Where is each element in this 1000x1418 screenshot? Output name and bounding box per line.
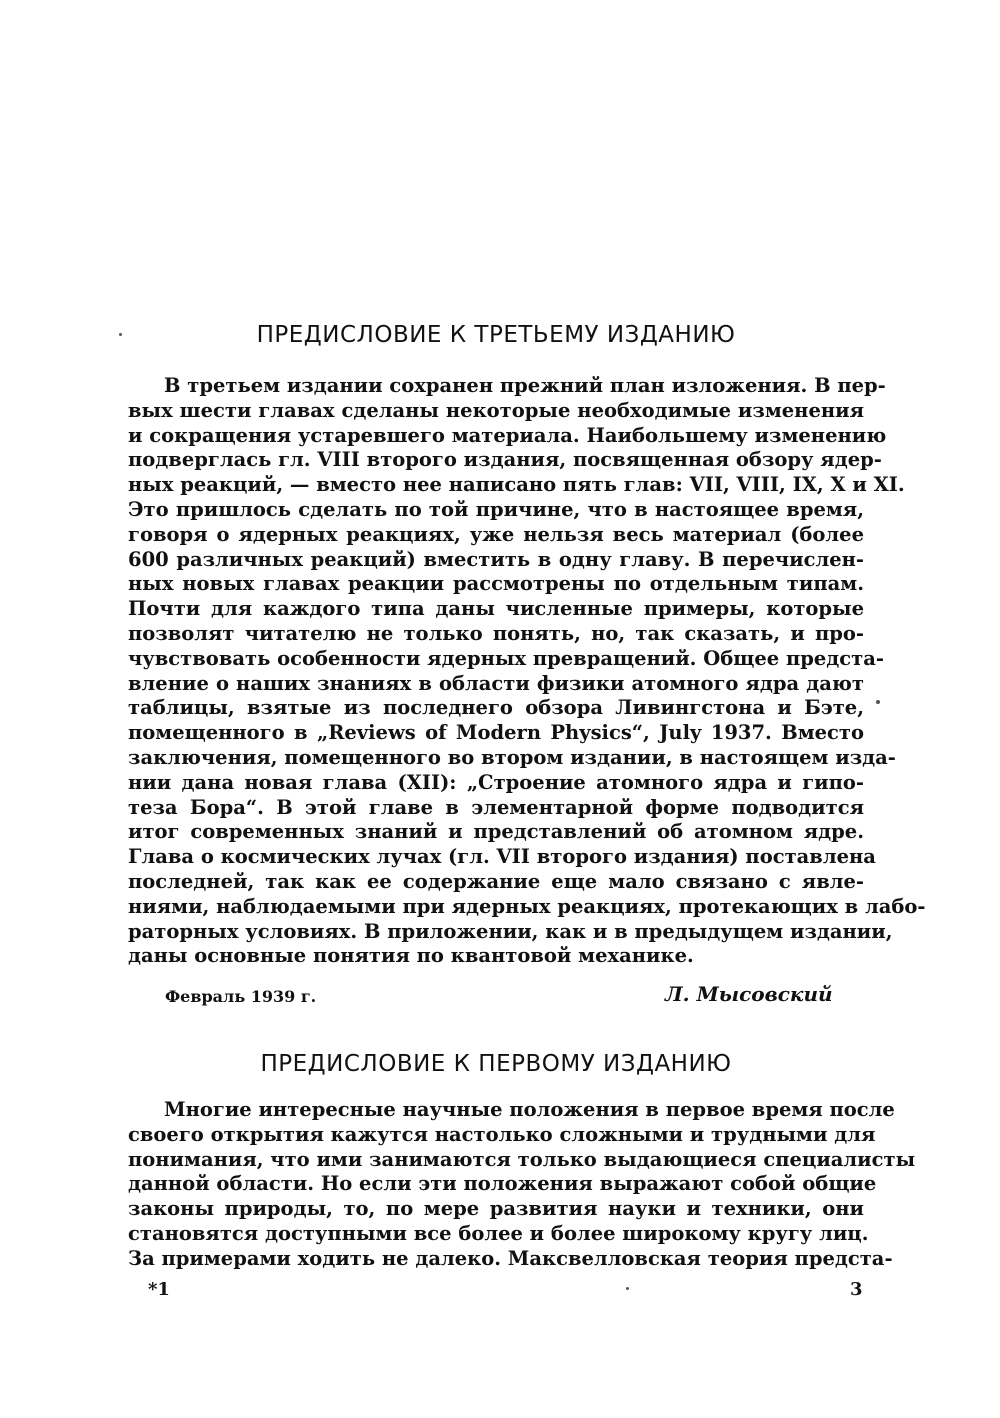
text-line: теза Бора“. В этой главе в элементарной форме подводится — [128, 795, 864, 819]
text-line: Многие интересные научные положения в первое время после — [164, 1098, 895, 1121]
signature-mark: *1 — [148, 1279, 170, 1300]
text-line: Почти для каждого типа даны численные примеры, которые — [128, 597, 864, 621]
text-line: говоря о ядерных реакциях, уже нельзя весь материал (более — [128, 522, 864, 546]
preface-third-body — [128, 374, 926, 969]
text-line: ных реакций, — вместо нее написано пять глав: VII, VIII, IX, X и XI. — [128, 473, 905, 497]
text-line: и сокращения устаревшего материала. Наибольшему изменению — [128, 423, 887, 447]
text-line: своего открытия кажутся настолько сложными и трудными для — [128, 1122, 876, 1146]
text-line: раторных условиях. В приложении, как и в предыдущем издании, — [128, 919, 893, 943]
text-line: подверглась гл. VIII второго издания, посвященная обзору ядер- — [128, 448, 882, 472]
text-line: нии дана новая глава (XII): „Строение атомного ядра и гипо- — [128, 770, 864, 794]
text-line: позволят читателю не только понять, но, так сказать, и про- — [128, 621, 864, 645]
text-line: В третьем издании сохранен прежний план изложения. В пер- — [164, 374, 886, 397]
text-line: вых шести главах сделаны некоторые необходимые изменения — [128, 398, 864, 422]
text-line: последней, так как ее содержание еще мало связано с явле- — [128, 869, 864, 893]
text-line: Глава о космических лучах (гл. VII второго издания) поставлена — [128, 845, 876, 869]
text-line: заключения, помещенного во втором издании, в настоящем изда- — [128, 745, 896, 769]
text-line: законы природы, то, по мере развития науки и техники, они — [128, 1197, 864, 1221]
text-line: понимания, что ими занимаются только выдающиеся специалисты — [128, 1147, 916, 1171]
text-line: 600 различных реакций) вместить в одну главу. В перечислен- — [128, 547, 864, 571]
preface-first-body — [128, 1098, 916, 1272]
text-line: Это пришлось сделать по той причине, что в настоящее время, — [128, 497, 864, 521]
scan-speck — [876, 700, 880, 704]
text-line: За примерами ходить не далеко. Максвелловская теория предста- — [128, 1246, 893, 1270]
text-line: данной области. Но если эти положения выражают собой общие — [128, 1172, 877, 1196]
text-line: чувствовать особенности ядерных превращений. Общее предста- — [128, 646, 884, 670]
page-number: 3 — [850, 1279, 863, 1300]
preface-first-title: ПРЕДИСЛОВИЕ К ПЕРВОМУ ИЗДАНИЮ — [260, 1051, 732, 1077]
preface-author: Л. Мысовский — [665, 982, 833, 1006]
text-line: помещенного в „Reviews of Modern Physics“, July 1937. Вместо — [128, 721, 864, 745]
scan-speck — [626, 1287, 629, 1290]
preface-third-title: ПРЕДИСЛОВИЕ К ТРЕТЬЕМУ ИЗДАНИЮ — [256, 322, 736, 348]
text-line: таблицы, взятые из последнего обзора Ливингстона и Бэте, — [128, 696, 864, 720]
text-line: ных новых главах реакции рассмотрены по отдельным типам. — [128, 572, 864, 596]
text-line: вление о наших знаниях в области физики атомного ядра дают — [128, 671, 864, 695]
preface-date: Февраль 1939 г. — [165, 987, 317, 1006]
text-line: ниями, наблюдаемыми при ядерных реакциях, протекающих в лабо- — [128, 894, 926, 918]
text-line: итог современных знаний и представлений об атомном ядре. — [128, 820, 864, 844]
text-line: даны основные понятия по квантовой механике. — [128, 944, 694, 968]
scan-speck — [119, 333, 122, 336]
text-line: становятся доступными все более и более широкому кругу лиц. — [128, 1221, 869, 1245]
